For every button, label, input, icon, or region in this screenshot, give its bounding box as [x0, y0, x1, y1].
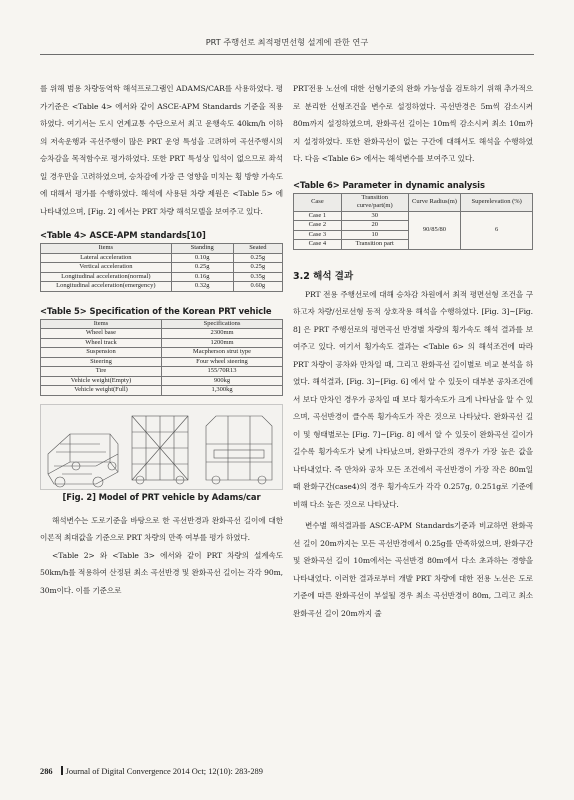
- page-number: 286: [40, 767, 53, 776]
- running-header: PRT 주행선로 최적평면선형 설계에 관한 연구: [205, 37, 369, 47]
- table-cell: Longitudinal acceleration(normal): [41, 272, 172, 282]
- table-cell: 0.32g: [171, 282, 233, 292]
- table-cell: 0.10g: [171, 253, 233, 263]
- table-cell: Case 2: [294, 221, 342, 231]
- table-cell: Transition part: [341, 240, 408, 250]
- table-cell: 30: [341, 211, 408, 221]
- table-cell: 90/85/80: [408, 211, 461, 249]
- table-row: [41, 253, 283, 263]
- table-cell: 1,300kg: [162, 386, 283, 396]
- table-cell: Vehicle weight(Empty): [41, 376, 162, 386]
- table4-header: Items: [41, 244, 172, 254]
- table-row: [294, 211, 533, 221]
- table-cell: 0.35g: [233, 272, 282, 282]
- body-paragraph-3: <Table 2> 와 <Table 3> 에서와 같이 PRT 차량의 설계속도 50km/h를 적용하여 산정된 최소 곡선반경 및 완화곡선 길이는 각각 90m, 30m이다. 이를 기준으로: [40, 550, 283, 595]
- table-cell: 2300mm: [162, 329, 283, 339]
- table-row: [41, 338, 283, 348]
- table-row: [41, 367, 283, 377]
- page-footer: [40, 766, 263, 776]
- table-cell: Vehicle weight(Full): [41, 386, 162, 396]
- table4-header: Seated: [233, 244, 282, 254]
- figure-2: [40, 404, 283, 490]
- table4-caption: <Table 4> ASCE-APM standards[10]: [40, 230, 206, 240]
- table-row: [41, 348, 283, 358]
- table-cell: Case 3: [294, 230, 342, 240]
- table-row: [41, 376, 283, 386]
- right-column: [293, 80, 533, 622]
- footer-divider: [61, 766, 63, 775]
- table-cell: Four wheel steering: [162, 357, 283, 367]
- table6-caption: <Table 6> Parameter in dynamic analysis: [293, 179, 485, 190]
- table-cell: Vertical acceleration: [41, 263, 172, 273]
- body-paragraph-1: 를 위해 범용 차량동역학 해석프로그램인 ADAMS/CAR를 사용하였다. 평가기준은 <Table 4> 에서와 같이 ASCE-APM Standards 기준을 적용하였다. 여기서는 도시 연계교통 수단으로서 최고 운행속도 40km/h 이하의 저속운행과 곡선주행이 많은 PRT 운영 특성을 고려하여 곡선주행시의 승차감을 목적함수로 평가하였다. 또한 PRT 특성상 입석이 없으므로 좌석일 경우만을 고려하였으며, 승차감에 가장 큰 영향을 미치는 횡 방향 가속도에 대해서 평가를 수행하였다. 해석에 사용된 차량 제원은 <Table 5> 에 나타내었으며, [Fig. 2] 에서는 PRT 차량 해석모델을 보여주고 있다.: [40, 84, 283, 216]
- table4: [40, 243, 283, 292]
- table-cell: 1200mm: [162, 338, 283, 348]
- table6-header: Transition curve/part(m): [341, 193, 408, 211]
- table5-header: Specifications: [162, 319, 283, 329]
- table-cell: Lateral acceleration: [41, 253, 172, 263]
- table6-header: Superelevation (%): [461, 193, 533, 211]
- table5-header: Items: [41, 319, 162, 329]
- left-column: [40, 80, 283, 599]
- table-cell: 155/70R13: [162, 367, 283, 377]
- table-cell: Suspension: [41, 348, 162, 358]
- table-row: [41, 272, 283, 282]
- body-paragraph-4: PRT전용 노선에 대한 선형기준의 완화 가능성을 검토하기 위해 추가적으로 분리한 선형조건을 변수로 설정하였다. 곡선반경은 5m씩 감소시켜 80m까지 설정하였으며, 완화곡선 길이는 10m씩 감소시켜 최소 10m까지 설정하였다. 또한 완화곡선이 없는 구간에 대해서도 해석을 수행하였다. 다음 <Table 6> 에서는 해석변수를 보여주고 있다.: [293, 84, 533, 163]
- table-row: [41, 282, 283, 292]
- table-cell: 900kg: [162, 376, 283, 386]
- table-cell: 6: [461, 211, 533, 249]
- table-cell: 0.16g: [171, 272, 233, 282]
- table-cell: Macpherson strut type: [162, 348, 283, 358]
- table-cell: Steering: [41, 357, 162, 367]
- body-paragraph-2: 해석변수는 도로기준을 바탕으로 한 곡선반경과 완화곡선 길이에 대한 이론적 최대값을 기준으로 PRT 차량의 만족 여부를 평가 하였다.: [40, 515, 283, 542]
- table-cell: 10: [341, 230, 408, 240]
- table-cell: 0.25g: [233, 263, 282, 273]
- table-cell: 0.60g: [233, 282, 282, 292]
- table-cell: 0.25g: [233, 253, 282, 263]
- body-paragraph-5: PRT 전용 주행선로에 대해 승차감 차원에서 최적 평면선형 조건을 구하고자 차량/선로선형 동적 상호작용 해석을 수행하였다. [Fig. 3]~[Fig. 8] 은 PRT 주행선로의 평면곡선 반경별 차량의 횡가속도 해석 결과를 보여주고 있다. 여기서 횡가속도 결과는 <Table 6> 의 해석조건에 따라 PRT 차량이 공차와 만차일 때, 그리고 완화곡선 길이별로 비교 분석을 하였다. 해석결과, [Fig. 3]~[Fig. 6] 에서 알 수 있듯이 대부분 공차조건에서 보다 만차인 경우가 공차일 때 보다 횡가속도가 크게 나타남을 알 수 있으며, 곡선반경이 클수록 횡가속도가 작은 것으로 나타났다. 완화곡선 길이 및 형태별로는 [Fig. 7]~[Fig. 8] 에서 알 수 있듯이 완화곡선 길이가 길수록 횡가속도가 낮게 나타났으며, 완화구간의 경우가 가장 높은 값을 나타내었다. 즉 만차와 공차 모든 조건에서 곡선반경이 가장 작은 80m일 때 완화구간(case4)의 경우 횡가속도가 각각 0.257g, 0.251g로 기준에 비해 다소 높은 것으로 나타났다.: [293, 289, 533, 509]
- table-cell: 20: [341, 221, 408, 231]
- table-row: [41, 263, 283, 273]
- fig2-caption: [Fig. 2] Model of PRT vehicle by Adams/car: [62, 491, 261, 502]
- table6-header: Curve Radius(m): [408, 193, 461, 211]
- prt-vehicle-model-figure: [40, 404, 283, 490]
- table-cell: Wheel base: [41, 329, 162, 339]
- table-row: [41, 329, 283, 339]
- table5: [40, 319, 283, 396]
- table-cell: Tire: [41, 367, 162, 377]
- table6: [293, 193, 533, 250]
- table-cell: Wheel track: [41, 338, 162, 348]
- journal-citation: Journal of Digital Convergence 2014 Oct; 12(10): 283-289: [65, 767, 263, 776]
- table-row: [41, 357, 283, 367]
- table5-caption: <Table 5> Specification of the Korean PRT vehicle: [40, 305, 272, 316]
- table6-header: Case: [294, 193, 342, 211]
- table-cell: 0.25g: [171, 263, 233, 273]
- header-rule: [40, 54, 534, 55]
- table-cell: Case 4: [294, 240, 342, 250]
- section-heading: 3.2 해석 결과: [293, 270, 354, 282]
- body-paragraph-6: 변수별 해석결과를 ASCE-APM Standards기준과 비교하면 완화곡선 길이 20m까지는 모든 곡선반경에서 0.25g를 만족하였으며, 완화구간 및 완화곡선 길이 10m에서는 곡선반경 80m에서 다소 초과하는 경향을 나타내었다. 이러한 결과로부터 개발 PRT 차량에 대한 전용 노선은 도로기준에 따른 완화곡선이 부설될 경우 최소 곡선반경이 80m, 그리고 최소 완화곡선 길이 20m까지 줄: [293, 521, 533, 618]
- table-row: [41, 386, 283, 396]
- table-cell: Longitudinal acceleration(emergency): [41, 282, 172, 292]
- table4-header: Standing: [171, 244, 233, 254]
- table-cell: Case 1: [294, 211, 342, 221]
